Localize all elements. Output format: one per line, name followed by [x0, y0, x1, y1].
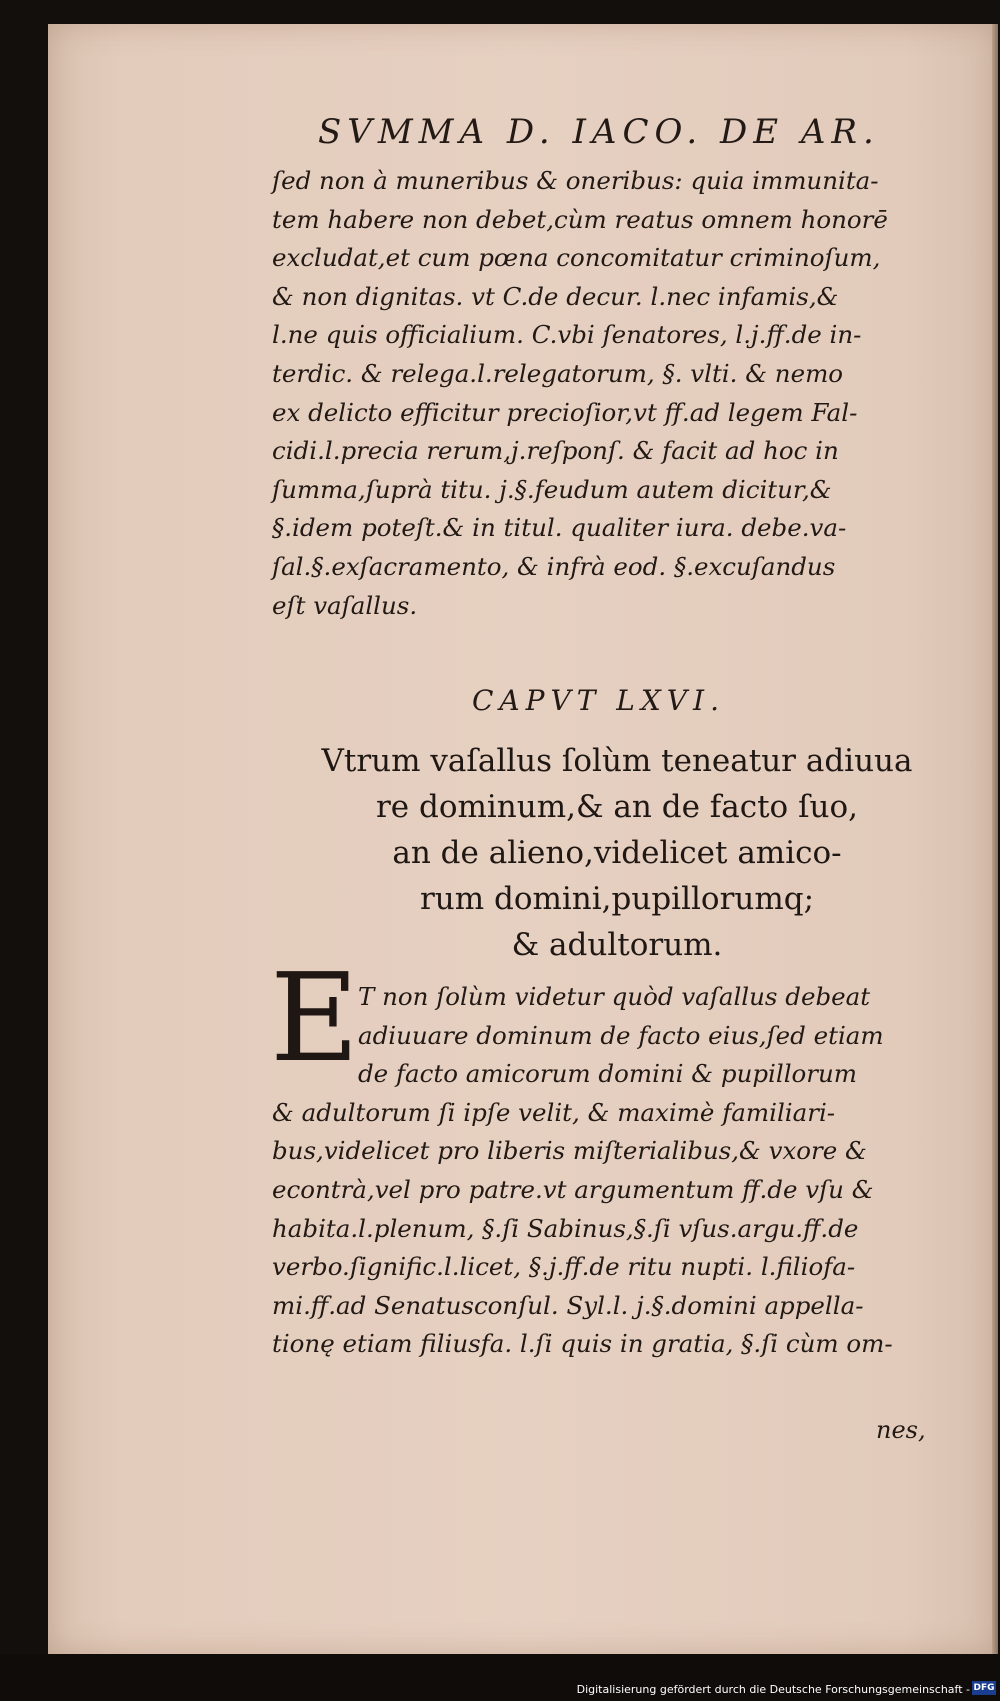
running-header: SVMMA D. IACO. DE AR. [318, 112, 880, 152]
catchword: nes, [876, 1416, 926, 1444]
chapter-title [272, 738, 962, 968]
text-line: adiuuare dominum de facto eius,ſed etiam [358, 1020, 884, 1050]
digitization-credit: Digitalisierung gefördert durch die Deutsche Forschungsgemeinschaft - [576, 1683, 970, 1696]
title-line: Vtrum vaſallus ſolùm teneatur adiuua [321, 743, 913, 779]
text-line: ſed non à muneribus & oneribus: quia immunita- [272, 166, 879, 195]
title-line: & adultorum. [511, 927, 723, 963]
text-line: verbo.ſignific.l.licet, §.j.ff.de ritu nupti. l.filiofa- [272, 1252, 856, 1282]
text-line: ſumma,ſuprà titu. j.§.feudum autem dicitur,& [272, 474, 832, 504]
text-line: §.idem poteſt.& in titul. qualiter iura. debe.va- [272, 513, 847, 543]
text-line: cidi.l.precia rerum,j.reſponſ. & facit ad hoc in [272, 436, 839, 466]
text-line: T non ſolùm videtur quòd vaſallus debeat [358, 982, 871, 1011]
text-line: habita.l.plenum, §.ſi Sabinus,§.ſi vſus.argu.ff.de [272, 1213, 859, 1243]
dfg-logo[interactable]: DFG [973, 1683, 995, 1693]
text-line: de facto amicorum domini & pupillorum [358, 1059, 858, 1089]
text-line: mi.ff.ad Senatusconſul. Syl.l. j.§.domini appella- [272, 1290, 864, 1320]
text-line: excludat,et cum pœna concomitatur criminoſum, [272, 243, 881, 273]
text-line: terdic. & relega.l.relegatorum, §. vlti. & nemo [272, 358, 844, 388]
text-line: tem habere non debet,cùm reatus omnem honorē [272, 204, 888, 234]
text-line: ex delicto efficitur precioſior,vt ff.ad legem Fal- [272, 397, 858, 427]
text-line: tionę etiam filiusfa. l.ſi quis in gratia, §.ſi cùm om- [272, 1329, 893, 1359]
drop-cap: E [270, 947, 360, 1089]
text-line: & non dignitas. vt C.de decur. l.nec infamis,& [272, 281, 839, 311]
body-paragraph [272, 978, 942, 1364]
text-line: & adultorum ſi ipſe velit, & maximè familiari- [272, 1097, 836, 1127]
text-line: ſal.§.exſacramento, & infrà eod. §.excuſandus [272, 551, 836, 581]
text-line: l.ne quis officialium. C.vbi ſenatores, l.j.ff.de in- [272, 320, 862, 350]
chapter-heading: CAPVT LXVI. [472, 684, 725, 717]
text-line: eſt vaſallus. [272, 590, 418, 620]
text-line: bus,videlicet pro liberis miſterialibus,& vxore & [272, 1136, 867, 1166]
text-line: econtrà,vel pro patre.vt argumentum ff.de vſu & [272, 1174, 874, 1204]
title-line: an de alieno,videlicet amico- [392, 835, 842, 871]
page-edge [992, 24, 998, 1654]
title-line: rum domini,pupillorumq; [419, 881, 815, 917]
top-paragraph [272, 162, 942, 625]
title-line: re dominum,& an de facto ſuo, [375, 789, 859, 825]
